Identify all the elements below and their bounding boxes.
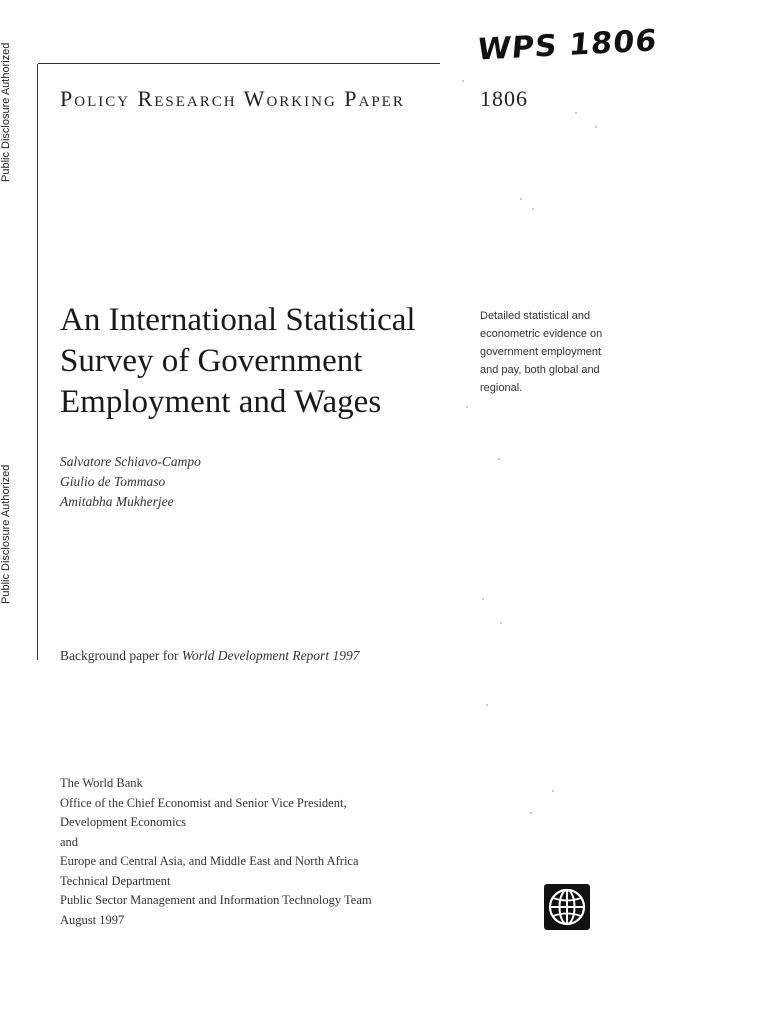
- publisher-block: [60, 774, 372, 930]
- abstract-line: econometric evidence on: [480, 328, 603, 340]
- handwritten-annotation: WPS 1806: [475, 23, 659, 68]
- publisher-line: The World Bank: [60, 776, 143, 790]
- disclosure-stamp-bottom: Public Disclosure Authorized: [0, 464, 12, 604]
- title-line: Employment and Wages: [60, 384, 382, 420]
- publisher-line: Development Economics: [60, 815, 187, 829]
- publication-date: August 1997: [60, 912, 125, 927]
- author-name: Giulio de Tommaso: [60, 474, 166, 489]
- author-name: Amitabha Mukherjee: [60, 494, 174, 509]
- scan-speck: [498, 458, 500, 460]
- scan-speck: [486, 704, 488, 706]
- world-bank-logo-icon: [544, 884, 590, 930]
- background-prefix: Background paper for: [60, 648, 182, 663]
- scan-speck: [575, 112, 577, 114]
- scan-speck: [552, 790, 554, 792]
- publisher-line: Public Sector Management and Information Technology Team: [60, 893, 372, 907]
- abstract-line: and pay, both global and: [480, 364, 600, 376]
- disclosure-stamp-top: Public Disclosure Authorized: [0, 42, 12, 183]
- publisher-line: and: [60, 834, 79, 849]
- scan-speck: [595, 126, 597, 128]
- title-line: An International Statistical: [60, 302, 416, 338]
- scan-speck: [520, 198, 522, 200]
- abstract-line: Detailed statistical and: [480, 310, 591, 322]
- scan-speck: [500, 622, 502, 624]
- scan-speck: [466, 406, 468, 408]
- paper-title: [60, 300, 460, 423]
- author-list: [60, 452, 201, 512]
- left-rule: [37, 64, 38, 660]
- scan-speck: [532, 208, 534, 210]
- report-title: World Development Report 1997: [181, 648, 360, 663]
- series-number: 1806: [480, 86, 528, 111]
- abstract-line: regional.: [480, 382, 523, 394]
- background-note: [60, 648, 359, 664]
- top-rule: [38, 63, 440, 64]
- author-name: Salvatore Schiavo-Campo: [60, 454, 201, 469]
- abstract: [480, 307, 655, 397]
- publisher-line: Office of the Chief Economist and Senior Vice President,: [60, 795, 347, 810]
- series-title: Policy Research Working Paper: [60, 86, 405, 111]
- scan-speck: [462, 80, 464, 82]
- publisher-line: Europe and Central Asia, and Middle East and North Africa: [60, 854, 359, 868]
- scan-speck: [530, 812, 532, 814]
- publisher-line: Technical Department: [60, 873, 171, 888]
- abstract-line: government employment: [480, 346, 602, 358]
- scan-speck: [482, 598, 484, 600]
- title-line: Survey of Government: [60, 343, 363, 379]
